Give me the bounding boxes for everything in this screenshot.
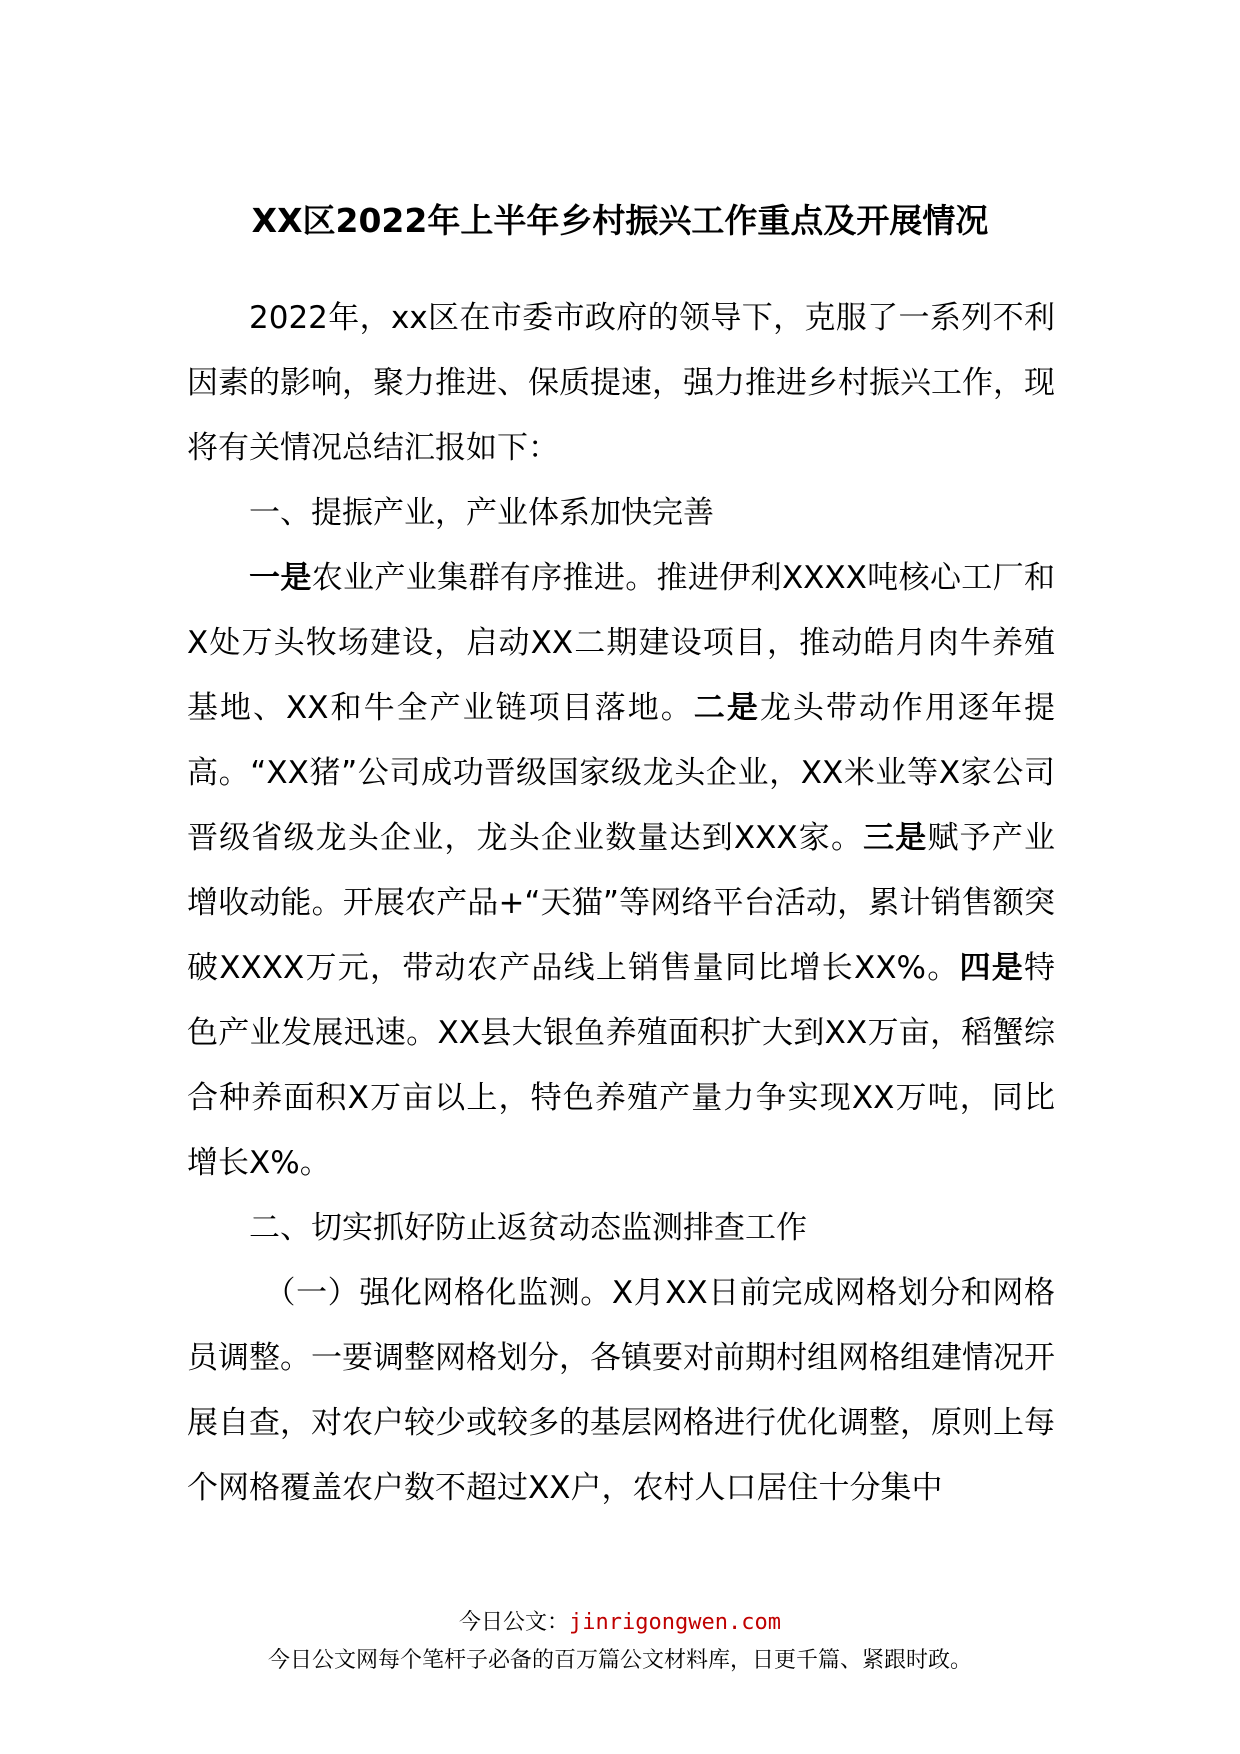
point-text-2: 龙头带动作用逐年提高。“XX猪”公司成功晋级国家级龙头企业，XX米业等X家公司晋级省级龙头企业，龙头企业数量达到XXX家。 xyxy=(187,690,1056,856)
subsection-paragraph-1: （一）强化网格化监测。X月XX日前完成网格划分和网格员调整。一要调整网格划分，各镇要对前期村组网格组建情况开展自查，对农户较少或较多的基层网格进行优化调整，原则上每个网格覆盖农户数不超过XX户，农村人口居住十分集中 xyxy=(187,1275,1055,1506)
footer-url-link[interactable]: jinrigongwen.com xyxy=(569,1610,781,1635)
point-text-4: 特色产业发展迅速。XX县大银鱼养殖面积扩大到XX万亩，稻蟹综合种养面积X万亩以上，特色养殖产量力争实现XX万吨，同比增长X%。 xyxy=(187,950,1056,1181)
footer-slogan: 今日公文网每个笔杆子必备的百万篇公文材料库，日更千篇、紧跟时政。 xyxy=(267,1648,972,1673)
point-text-3: 赋予产业增收动能。开展农产品+“天猫”等网络平台活动，累计销售额突破XXXX万元，带动农产品线上销售量同比增长XX%。 xyxy=(187,820,1055,986)
page-footer xyxy=(0,1604,1240,1680)
section-heading-1: 一、提振产业，产业体系加快完善 xyxy=(249,495,714,531)
point-lead-2: 二是 xyxy=(693,690,760,726)
section-1-paragraph xyxy=(187,546,1055,1196)
point-lead-3: 三是 xyxy=(863,820,928,856)
point-text-1: 农业产业集群有序推进。推进伊利XXXX吨核心工厂和X处万头牧场建设，启动XX二期建设项目，推动皓月肉牛养殖基地、XX和牛全产业链项目落地。 xyxy=(187,560,1055,726)
section-heading-2: 二、切实抓好防止返贫动态监测排查工作 xyxy=(249,1210,807,1246)
document-title: XX区2022年上半年乡村振兴工作重点及开展情况 xyxy=(251,201,989,240)
document-body xyxy=(187,286,1055,1521)
footer-source-line xyxy=(0,1604,1240,1642)
footer-label: 今日公文： xyxy=(459,1610,570,1635)
intro-paragraph: 2022年，xx区在市委市政府的领导下，克服了一系列不利因素的影响，聚力推进、保质提速，强力推进乡村振兴工作，现将有关情况总结汇报如下： xyxy=(187,300,1055,466)
point-lead-1: 一是 xyxy=(249,560,312,596)
point-lead-4: 四是 xyxy=(959,950,1025,986)
